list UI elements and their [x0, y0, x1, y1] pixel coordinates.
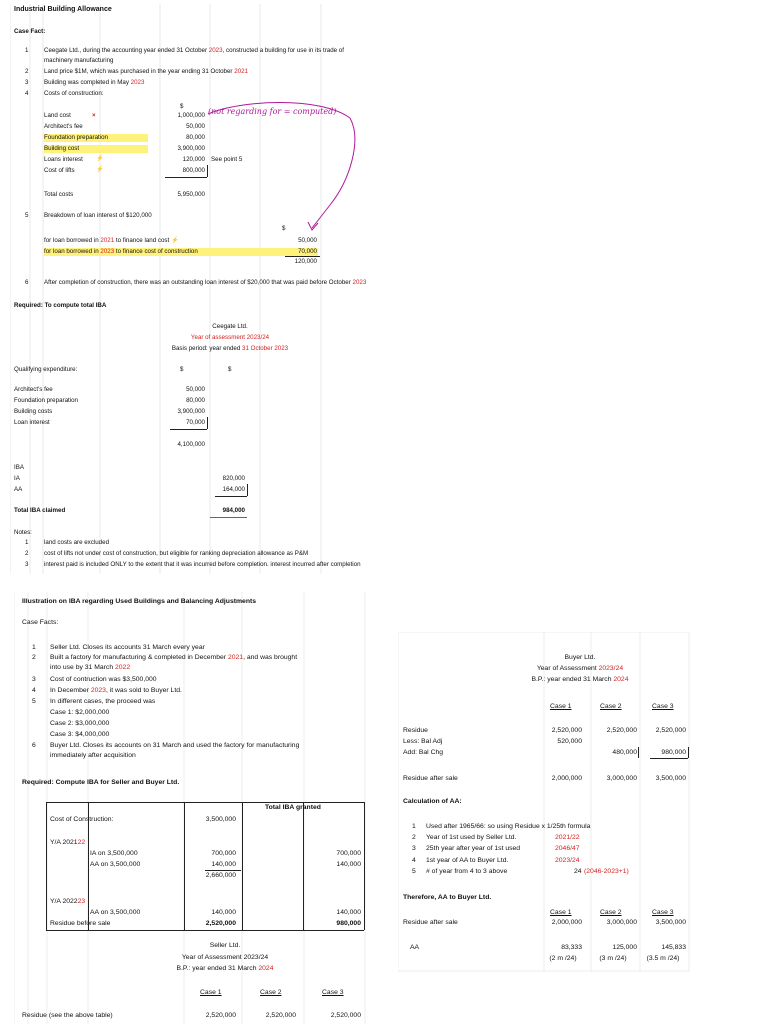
- case-header: Case 3: [322, 989, 344, 996]
- residue-value: 2,520,000: [551, 727, 582, 734]
- total-costs-label: Total costs: [44, 191, 74, 198]
- aa-value: 145,833: [661, 944, 686, 951]
- cost-value: 80,000: [186, 134, 205, 141]
- total-costs-value: 5,950,000: [177, 191, 205, 198]
- seller-bp: B.P.: year ended 31 March 2024: [176, 965, 274, 972]
- residue-label: Residue: [403, 727, 428, 734]
- after-sale-value: 3,500,000: [655, 775, 686, 782]
- case-proceed: Case 2: $3,000,000: [50, 720, 110, 727]
- calc-number: 3: [412, 845, 416, 852]
- qual-label: Foundation preparation: [14, 397, 78, 404]
- calc-number: 1: [412, 823, 416, 830]
- fact-line: Building was completed in May 2023: [44, 79, 145, 86]
- fact-line: Seller Ltd. Closes its accounts 31 March every year: [50, 644, 205, 651]
- case-fact-label: Case Fact:: [14, 28, 46, 35]
- case-header: Case 1: [550, 703, 572, 710]
- calc-text: 25th year after year of 1st used: [426, 845, 521, 852]
- fact-line: machinery manufacturing: [44, 57, 114, 64]
- fact-number: 2: [32, 654, 36, 661]
- case-header: Case 2: [600, 909, 622, 916]
- note-text: cost of lifts not under cost of construction, but eligible for ranking depreciation allowance as P&M: [44, 550, 309, 557]
- fact-number: 4: [32, 687, 36, 694]
- total-bracket: [207, 417, 208, 429]
- aa-formula: (2 m /24): [549, 955, 577, 962]
- loan-total: 120,000: [294, 258, 317, 265]
- cost-label: Land cost: [44, 112, 71, 119]
- annotation-arrow-icon: [200, 100, 360, 240]
- case-header: Case 2: [600, 703, 622, 710]
- fact-line: Built a factory for manufacturing & completed in December 2021, and was brought: [50, 654, 298, 661]
- fact-line: Buyer Ltd. Closes its accounts on 31 March and used the factory for manufacturing: [50, 742, 300, 749]
- handwritten-annotation: (not regarding for = computed): [208, 107, 337, 116]
- loan-underline: [285, 256, 320, 257]
- note-number: 2: [25, 550, 29, 557]
- note-number: 3: [25, 561, 29, 568]
- case-header: Case 1: [200, 989, 222, 996]
- less-value: 520,000: [557, 738, 582, 745]
- calc-number: 5: [412, 868, 416, 875]
- after-sale-value: 3,500,000: [655, 919, 686, 926]
- point6-text: After completion of construction, there was an outstanding loan interest of $20,000 that was paid before October 2023: [44, 279, 367, 286]
- notes-label: Notes:: [14, 529, 32, 536]
- fact-line: Ceegate Ltd., during the accounting year ended 31 October 2023, constructed a building for use in its trade of: [44, 47, 344, 54]
- note-number: 1: [25, 539, 29, 546]
- sheet2-title: Illustration on IBA regarding Used Buildings and Balancing Adjustments: [22, 598, 257, 605]
- case-header: Case 2: [260, 989, 282, 996]
- ia-granted: 700,000: [336, 850, 361, 857]
- ya-label: Y/A 202223: [50, 898, 86, 905]
- table-border: [364, 802, 365, 930]
- aa-value: 140,000: [211, 861, 236, 868]
- ia-value: 820,000: [222, 475, 245, 482]
- qual-label: Building costs: [14, 408, 53, 415]
- cost-value: 3,900,000: [177, 145, 205, 152]
- case-facts-label: Case Facts:: [22, 619, 59, 626]
- cost-label: Architect's fee: [44, 123, 83, 130]
- loan-value: 70,000: [298, 248, 317, 255]
- case-header: Case 3: [652, 703, 674, 710]
- fact-line: In different cases, the proceed was: [50, 698, 156, 705]
- iba-label: IBA: [14, 464, 24, 471]
- currency-header: $: [228, 366, 232, 373]
- aa-granted: 140,000: [336, 909, 361, 916]
- fact-number: 3: [25, 79, 29, 86]
- aa-label: AA: [14, 486, 23, 493]
- fact-number: 3: [32, 676, 36, 683]
- cost-label: Cost of Construction:: [50, 816, 114, 823]
- after-sale-value: 2,000,000: [551, 919, 582, 926]
- cost-value: 3,500,000: [205, 816, 236, 823]
- ia-label: IA on 3,500,000: [90, 850, 138, 857]
- total-granted-header: Total IBA granted: [265, 804, 321, 811]
- residue-value: 2,520,000: [205, 920, 236, 927]
- double-underline: [210, 517, 247, 518]
- point5-text: Breakdown of loan interest of $120,000: [44, 212, 152, 219]
- after-sale-value: 2,000,000: [551, 775, 582, 782]
- sheet1-title: Industrial Building Allowance: [14, 6, 112, 13]
- aa-label: AA on 3,500,000: [90, 861, 141, 868]
- fact-number: 6: [32, 742, 36, 749]
- cost-label: Loans interest: [44, 156, 83, 163]
- residue-value: 2,520,000: [655, 727, 686, 734]
- residue-label: Residue before sale: [50, 920, 111, 927]
- cost-value: 120,000: [182, 156, 205, 163]
- table-border: [242, 802, 243, 930]
- after-sale-label: Residue after sale: [403, 775, 458, 782]
- calc-title: Calculation of AA:: [403, 798, 462, 805]
- qual-value: 80,000: [186, 397, 205, 404]
- lightning-mark-icon: ⚡: [96, 155, 104, 162]
- residue-case-value: 2,520,000: [205, 1012, 236, 1019]
- point-number: 6: [25, 279, 29, 286]
- qual-value: 50,000: [186, 386, 205, 393]
- residue-row-label: Residue (see the above table): [22, 1012, 113, 1019]
- calc-text: Year of 1st used by Seller Ltd.: [426, 834, 517, 841]
- after-sale-value: 3,000,000: [606, 775, 637, 782]
- calc-year: 2021/22: [555, 834, 580, 841]
- after-sale-value: 3,000,000: [606, 919, 637, 926]
- years-value: 24: [574, 868, 582, 875]
- loan-currency: $: [282, 225, 286, 232]
- fact-number: 2: [25, 68, 29, 75]
- ia-label: IA: [14, 475, 20, 482]
- calc-year: 2023/24: [555, 857, 580, 864]
- qual-label: Loan interest: [14, 419, 50, 426]
- buyer-yoa: Year of Assessment 2023/24: [536, 665, 624, 672]
- residue-case-value: 2,520,000: [330, 1012, 361, 1019]
- aa-granted: 140,000: [336, 861, 361, 868]
- cost-label-highlighted: Foundation preparation: [44, 134, 148, 142]
- aa-value: 125,000: [612, 944, 637, 951]
- subtotal-value: 2,660,000: [205, 872, 236, 879]
- cost-label: Cost of lifts: [44, 167, 75, 174]
- lightning-mark-icon: ⚡: [96, 166, 104, 173]
- qual-value: 3,900,000: [177, 408, 205, 415]
- calc-text: 1st year of AA to Buyer Ltd.: [426, 857, 509, 864]
- qual-value: 70,000: [186, 419, 205, 426]
- total-underline: [650, 758, 688, 759]
- cost-value: 1,000,000: [177, 112, 205, 119]
- iba-claimed-label: Total IBA claimed: [14, 507, 66, 514]
- add-value: 980,000: [661, 749, 686, 756]
- case-header: Case 3: [652, 909, 674, 916]
- calc-number: 2: [412, 834, 416, 841]
- case-header: Case 1: [550, 909, 572, 916]
- calc-number: 4: [412, 857, 416, 864]
- aa-value: 164,000: [222, 486, 245, 493]
- buyer-bp: B.P.: year ended 31 March 2024: [531, 676, 629, 683]
- loan-row: for loan borrowed in 2021 to finance land cost ⚡: [44, 237, 179, 244]
- total-bracket: [688, 747, 689, 758]
- years-formula: (2046-2023+1): [584, 868, 629, 875]
- seller-name: Seller Ltd.: [209, 942, 241, 949]
- loan-value: 50,000: [298, 237, 317, 244]
- fact-line: Cost of contruction was $3,500,000: [50, 676, 157, 683]
- iba-claimed-value: 984,000: [222, 507, 245, 514]
- cost-value: 50,000: [186, 123, 205, 130]
- qual-label: Architect's fee: [14, 386, 53, 393]
- table-top-border: [46, 802, 364, 803]
- note-text: land costs are excluded: [44, 539, 110, 546]
- less-label: Less: Bal Adj: [403, 738, 443, 745]
- total-bracket: [638, 747, 639, 758]
- calc-text: Used after 1965/66: so using Residue x 1/25th formula: [426, 823, 591, 830]
- basis-period: Basis period: year ended 31 October 2023: [171, 345, 289, 352]
- fact-number: 4: [25, 90, 29, 97]
- add-label: Add: Bal Chg: [403, 749, 444, 756]
- total-iba-value: 980,000: [336, 920, 361, 927]
- total-underline: [170, 429, 207, 430]
- fact-line: Costs of construction:: [44, 90, 104, 97]
- point-number: 5: [25, 212, 29, 219]
- loan-row-highlighted: for loan borrowed in 2023 to finance cost of construction: [44, 248, 318, 256]
- fact-line: Land price $1M, which was purchased in the year ending 31 October 2021: [44, 68, 248, 75]
- year-of-assessment: Year of assessment 2023/24: [190, 334, 270, 341]
- sub-underline: [205, 870, 241, 871]
- fact-number: 1: [32, 644, 36, 651]
- qualifying-label: Qualifying expenditure:: [14, 366, 78, 373]
- cost-value: 800,000: [182, 167, 205, 174]
- total-bracket: [247, 484, 248, 496]
- fact-number: 5: [32, 698, 36, 705]
- fact-line: In December 2023, it was sold to Buyer Ltd.: [50, 687, 182, 694]
- ia-value: 700,000: [211, 850, 236, 857]
- fact-line: immediately after acquisition: [50, 752, 136, 759]
- fact-number: 1: [25, 47, 29, 54]
- company-name: Ceegate Ltd.: [212, 323, 248, 330]
- currency-header: $: [180, 366, 184, 373]
- table-border: [303, 802, 304, 930]
- aa-formula: (3.5 m /24): [646, 955, 680, 962]
- aa-value: 140,000: [211, 909, 236, 916]
- aa-label: AA: [410, 944, 420, 951]
- aa-value: 83,333: [561, 944, 582, 951]
- cross-mark-icon: ×: [92, 112, 96, 119]
- note-text: interest paid is included ONLY to the extent that it was incurred before completion. interest incurred after completion: [44, 561, 361, 568]
- cost-label-highlighted: Building cost: [44, 145, 148, 153]
- calc-text: # of year from 4 to 3 above: [426, 868, 508, 875]
- seller-yoa: Year of Assessment 2023/24: [181, 954, 269, 961]
- therefore-heading: Therefore, AA to Buyer Ltd.: [403, 894, 492, 901]
- required-heading: Required: To compute total IBA: [14, 302, 107, 309]
- case-proceed: Case 1: $2,000,000: [50, 709, 110, 716]
- after-sale-label: Residue after sale: [403, 919, 458, 926]
- required-heading: Required: Compute IBA for Seller and Buyer Ltd.: [22, 779, 180, 786]
- total-underline: [215, 496, 247, 497]
- table-border: [46, 802, 47, 930]
- aa-label: AA on 3,500,000: [90, 909, 141, 916]
- add-value: 480,000: [612, 749, 637, 756]
- cost-note: See point 5: [211, 156, 243, 163]
- ya-label: Y/A 202122: [50, 839, 86, 846]
- calc-year: 2046/47: [555, 845, 580, 852]
- fact-line: into use by 31 March 2022: [50, 664, 131, 671]
- case-proceed: Case 3: $4,000,000: [50, 731, 110, 738]
- residue-value: 2,520,000: [606, 727, 637, 734]
- aa-formula: (3 m /24): [599, 955, 627, 962]
- table-bottom-border: [46, 930, 364, 931]
- residue-case-value: 2,520,000: [265, 1012, 296, 1019]
- currency-header: $: [180, 103, 184, 110]
- buyer-name: Buyer Ltd.: [564, 654, 596, 661]
- qual-total: 4,100,000: [177, 441, 205, 448]
